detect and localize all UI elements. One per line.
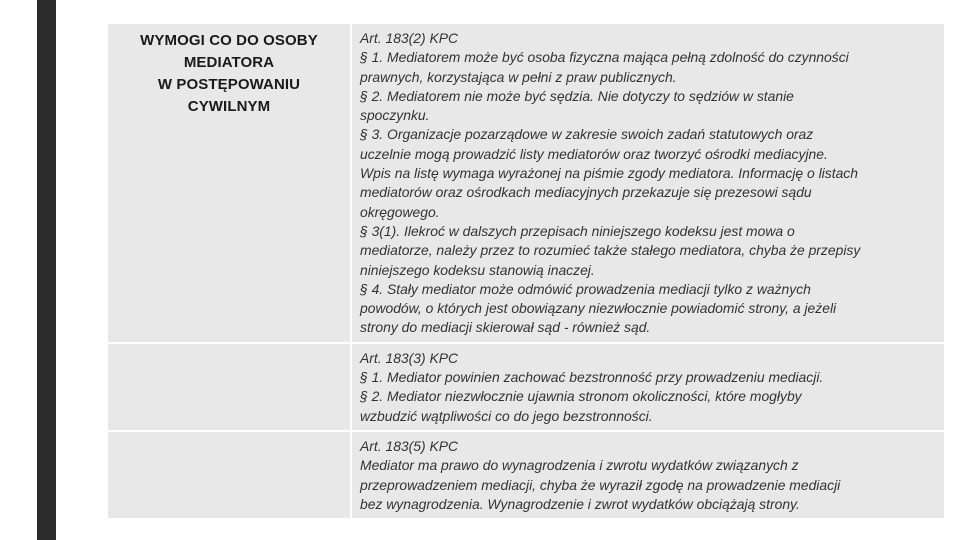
text-line: bez wynagrodzenia. Wynagrodzenie i zwrot wydatków obciążają strony. (360, 495, 800, 512)
section-heading (107, 23, 351, 343)
empty-cell (107, 431, 351, 519)
text-line: § 2. Mediatorem nie może być sędzia. Nie dotyczy to sędziów w stanie (360, 87, 794, 104)
text-line: niniejszego kodeksu stanowią inaczej. (360, 261, 595, 278)
table-row (107, 431, 945, 519)
text-line: powodów, o których jest obowiązany niezwłocznie powiadomić strony, a jeżeli (360, 300, 837, 317)
empty-cell (107, 343, 351, 431)
text-line: strony do mediacji skierował sąd - również sąd. (360, 319, 651, 336)
text-line: Mediator ma prawo do wynagrodzenia i zwrotu wydatków związanych z (360, 457, 799, 474)
text-line: przeprowadzeniem mediacji, chyba że wyraził zgodę na prowadzenie mediacji (360, 476, 841, 493)
text-line: § 4. Stały mediator może odmówić prowadzenia mediacji tylko z ważnych (360, 280, 811, 297)
table-row (107, 23, 945, 343)
text-line: mediatorów oraz ośrodkach mediacyjnych przekazuje się prezesowi sądu (360, 184, 812, 201)
heading-line: W POSTĘPOWANIU (157, 76, 301, 93)
text-line: Art. 183(3) KPC (360, 349, 459, 366)
article-183-2-cell (351, 23, 945, 343)
text-line: spoczynku. (360, 107, 430, 124)
requirements-table (106, 22, 946, 520)
text-line: Art. 183(2) KPC (360, 30, 459, 46)
table-row (107, 343, 945, 431)
text-line: prawnych, korzystająca w pełni z praw publicznych. (360, 68, 677, 85)
article-183-3-cell (351, 343, 945, 431)
text-line: Art. 183(5) KPC (360, 437, 459, 454)
text-line: § 2. Mediator niezwłocznie ujawnia stronom okoliczności, które mogłyby (360, 388, 802, 405)
heading-line: WYMOGI CO DO OSOBY (140, 32, 318, 49)
text-line: uczelnie mogą prowadzić listy mediatorów oraz tworzyć ośrodki mediacyjne. (360, 145, 828, 162)
heading-line: CYWILNYM (187, 98, 271, 115)
text-line: mediatorze, należy przez to rozumieć także stałego mediatora, chyba że przepisy (360, 242, 861, 259)
text-line: § 1. Mediatorem może być osoba fizyczna mająca pełną zdolność do czynności (360, 49, 849, 66)
text-line: okręgowego. (360, 203, 440, 220)
text-line: wzbudzić wątpliwości co do jego bezstronności. (360, 407, 653, 424)
decorative-side-bar (37, 0, 56, 540)
text-line: § 3. Organizacje pozarządowe w zakresie swoich zadań statutowych oraz (360, 126, 814, 143)
text-line: § 1. Mediator powinien zachować bezstronność przy prowadzeniu mediacji. (360, 369, 824, 386)
text-line: § 3(1). Ilekroć w dalszych przepisach niniejszego kodeksu jest mowa o (360, 222, 795, 239)
text-line: Wpis na listę wymaga wyrażonej na piśmie zgody mediatora. Informację o listach (360, 165, 858, 182)
article-183-5-cell (351, 431, 945, 519)
heading-line: MEDIATORA (183, 54, 275, 71)
